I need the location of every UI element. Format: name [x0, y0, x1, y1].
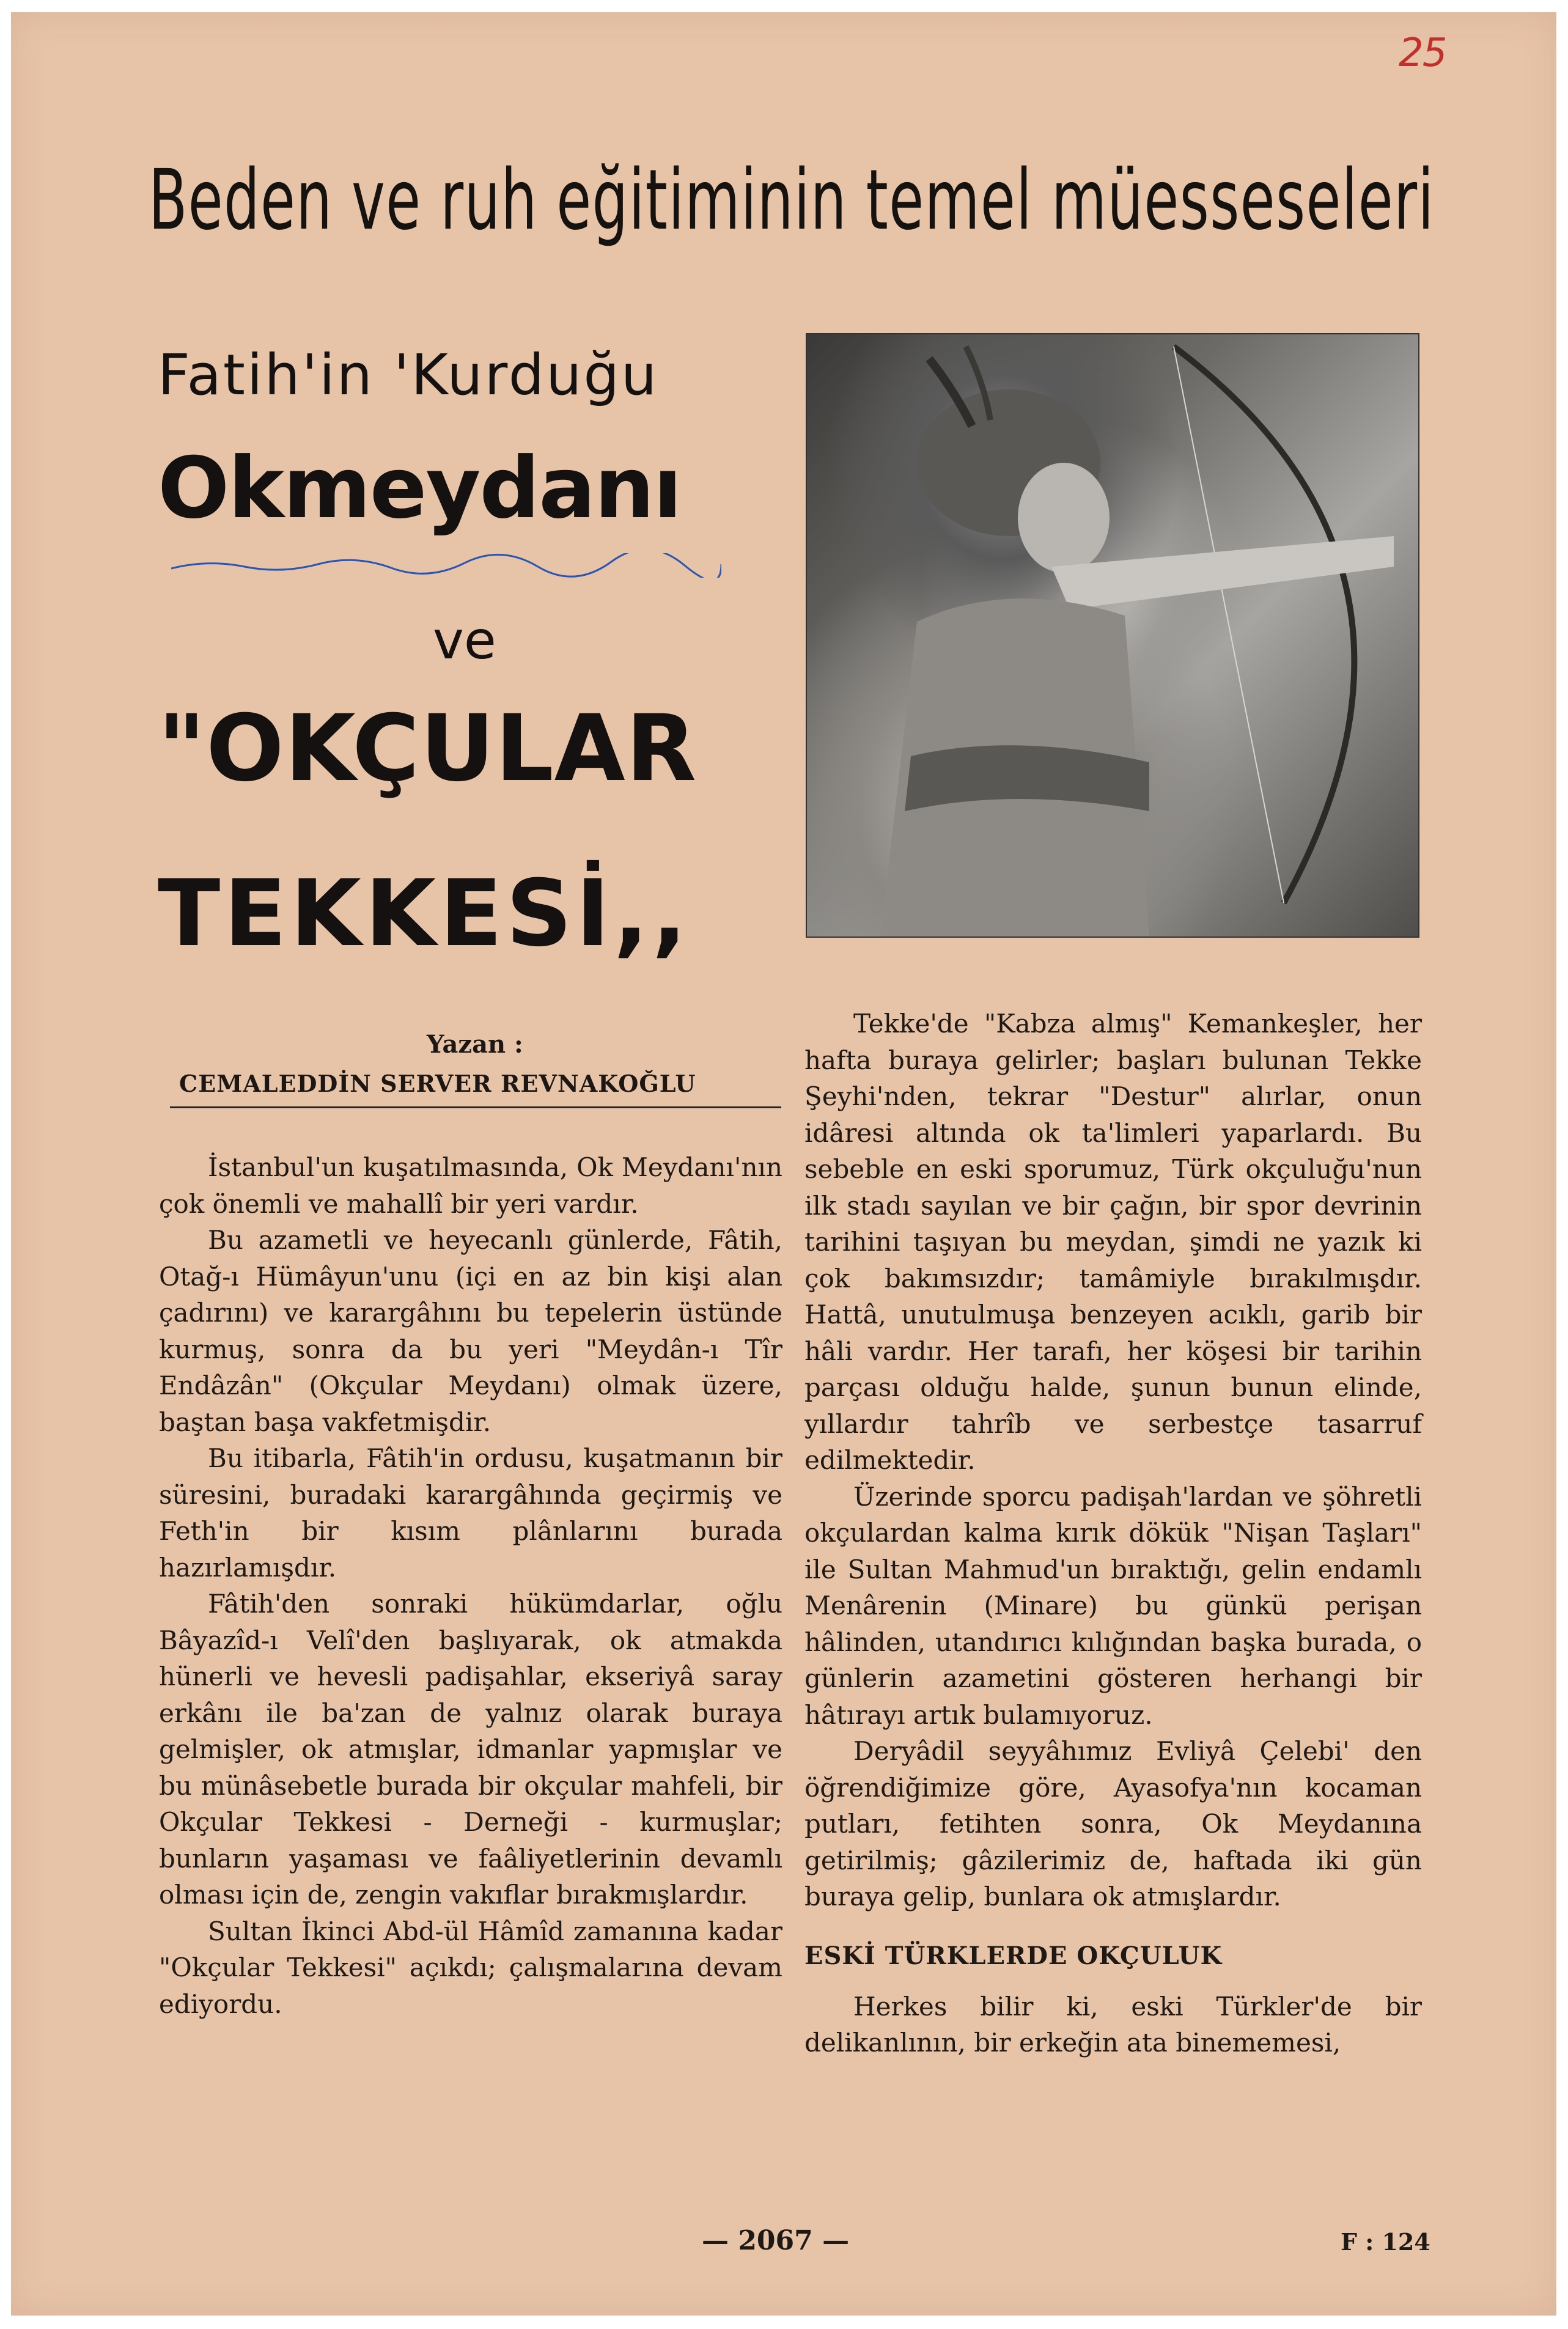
- byline-author: CEMALEDDİN SERVER REVNAKOĞLU: [179, 1070, 696, 1097]
- title-line-5: TEKKESİ,,: [158, 861, 691, 967]
- paragraph: Fâtih'den sonraki hükümdarlar, oğlu Bâyazîd-ı Velî'den başlıyarak, ok atmakda hünerli ve hevesli padişahlar, ekseriyâ saray erkânı ile ba'zan de yalnız olarak buraya gelmişler, ok atmışlar, idmanlar yapmışlar ve bu münâsebetle burada bir okçular mahfeli, bir Okçular Tekkesi - Derneği - kurmuşlar; bunların yaşaması ve faâliyetlerinin devamlı olması için de, zengin vakıflar bırakmışlardır.: [159, 1589, 782, 1910]
- article-left-column: [159, 1149, 782, 2022]
- article-right-column: [804, 1006, 1422, 2061]
- paragraph: Bu itibarla, Fâtih'in ordusu, kuşatmanın bir süresini, buradaki karargâhında geçirmiş ve Feth'in bir kısım plânlarını burada hazırlamışdır.: [159, 1443, 782, 1583]
- footer-signature: F : 124: [1341, 2228, 1430, 2256]
- title-line-2: Okmeydanı: [158, 439, 681, 537]
- archer-photo: [806, 333, 1419, 938]
- paragraph: Sultan İkinci Abd-ül Hâmîd zamanına kadar "Okçular Tekkesi" açıkdı; çalışmalarına devam ediyordu.: [159, 1916, 782, 2019]
- paragraph: Tekke'de "Kabza almış" Kemankeşler, her hafta buraya gelirler; başları bulunan Tekke Şeyhi'nden, tekrar "Destur" alırlar, onun idâresi altında ok ta'limleri yaparlardı. Bu sebeble en eski sporumuz, Türk okçuluğu'nun ilk stadı sayılan ve bir çağın, bir spor devrinin tarihini taşıyan bu meydan, şimdi ne yazık ki çok bakımsızdır; tamâmiyle bırakılmışdır. Hattâ, unutulmuşa benzeyen acıklı, garib bir hâli vardır. Her tarafı, her köşesi bir tarihin parçası olduğu halde, şunun bunun elinde, yıllardır tahrîb ve serbestçe tasarruf edilmektedir.: [804, 1009, 1422, 1475]
- byline-divider: [170, 1106, 781, 1108]
- page-number: — 2067 —: [702, 2225, 850, 2256]
- title-line-4: "OKÇULAR: [158, 696, 698, 802]
- title-line-3: ve: [433, 610, 496, 671]
- paragraph: Deryâdil seyyâhımız Evliyâ Çelebi' den öğrendiğimize göre, Ayasofya'nın kocaman putları, fetihten sonra, Ok Meydanına getirilmiş; gâzilerimiz de, haftada iki gün buraya gelip, bunlara ok atmışlardır.: [804, 1736, 1422, 1911]
- byline-label: Yazan :: [427, 1030, 523, 1059]
- paragraph: İstanbul'un kuşatılmasında, Ok Meydanı'nın çok önemli ve mahallî bir yeri vardır.: [159, 1152, 782, 1219]
- paragraph: Herkes bilir ki, eski Türkler'de bir delikanlının, bir erkeğin ata binememesi,: [804, 1991, 1422, 2058]
- archer-illustration: [807, 334, 1418, 936]
- paragraph: Bu azametli ve heyecanlı günlerde, Fâtih, Otağ-ı Hümâyun'unu (içi en az bin kişi alan çadırını) ve karargâhını bu tepelerin üstünde kurmuş, sonra da bu yeri "Meydân-ı Tîr Endâzân" (Okçular Meydanı) olmak üzere, baştan başa vakfetmişdir.: [159, 1225, 782, 1437]
- wavy-underline: [171, 553, 721, 578]
- title-line-1: Fatih'in 'Kurduğu: [158, 342, 659, 408]
- headline: Beden ve ruh eğitiminin temel müesseseleri: [149, 152, 1435, 249]
- section-subheading: ESKİ TÜRKLERDE OKÇULUK: [804, 1941, 1223, 1970]
- archive-number: 25: [1399, 31, 1446, 76]
- paragraph: Üzerinde sporcu padişah'lardan ve şöhretli okçulardan kalma kırık dökük "Nişan Taşları" ile Sultan Mahmud'un bıraktığı, gelin endamlı Menârenin (Minare) bu günkü perişan hâlinden, utandırıcı kılığından başka burada, o günlerin azametini gösteren herhangi bir hâtırayı artık bulamıyoruz.: [804, 1481, 1422, 1730]
- newspaper-page: [11, 12, 1556, 2316]
